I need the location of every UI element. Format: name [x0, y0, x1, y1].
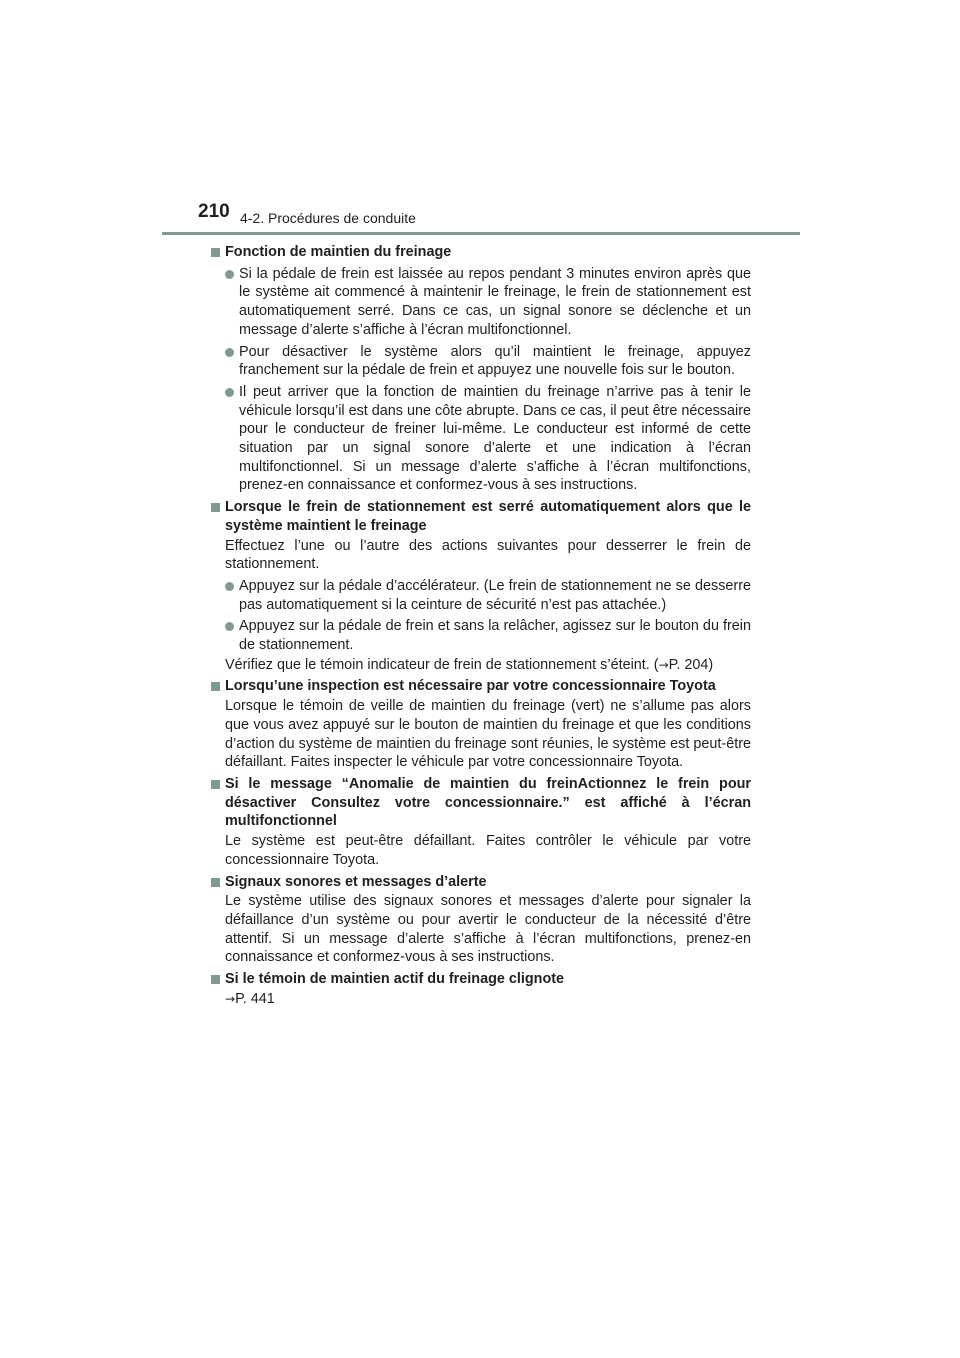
square-bullet-icon [211, 503, 220, 512]
list-item [211, 265, 751, 340]
arrow-right-icon: → [658, 657, 669, 672]
list-item-text: Pour désactiver le système alors qu’il maintient le freinage, appuyez franchement sur la pédale de frein et appuyez une nouvelle fois sur le bouton. [239, 343, 751, 379]
section-title: 4-2. Procédures de conduite [240, 210, 416, 226]
round-bullet-icon [225, 270, 234, 279]
heading-brake-hold-function [211, 243, 751, 262]
round-bullet-icon [225, 388, 234, 397]
square-bullet-icon [211, 878, 220, 887]
heading-text: Si le témoin de maintien actif du freinage clignote [225, 971, 565, 988]
page-reference-link[interactable]: P. 204) [668, 656, 714, 673]
list-item-text: Appuyez sur la pédale de frein et sans la relâcher, agissez sur le bouton du frein de stationnement. [239, 618, 751, 654]
round-bullet-icon [225, 582, 234, 591]
heading-inspection [211, 677, 751, 696]
list-item-text: Il peut arriver que la fonction de maintien du freinage n’arrive pas à tenir le véhicule lorsqu’il est dans une côte abrupte. Dans ce cas, il peut être nécessaire pour le conducteur de freiner lui-même. Le conducteur est informé de cette situation par un signal sonore d’alerte et une indication à l’écran multifonctionnel. Si un message d’alerte s’affiche à l’écran multifonctions, prenez-en connaissance et conformez-vous à ses instructions. [239, 383, 751, 494]
paragraph: Lorsque le témoin de veille de maintien du freinage (vert) ne s’allume pas alors que vous avez appuyé sur le bouton de maintien du freinage et que les conditions d’action du système de maintien du freinage sont réunies, le système est peut-être défaillant. Faites inspecter le véhicule par votre concessionnaire Toyota. [225, 698, 751, 771]
paragraph-verify [211, 656, 751, 675]
list-item [211, 617, 751, 654]
heading-parking-brake-auto [211, 498, 751, 535]
list-item [211, 577, 751, 614]
list-item [211, 383, 751, 495]
page-content [211, 240, 751, 1008]
heading-text: Fonction de maintien du freinage [225, 244, 452, 260]
paragraph: Le système est peut-être défaillant. Faites contrôler le véhicule par votre concessionnaire Toyota. [225, 833, 751, 868]
heading-indicator-blinks [211, 970, 751, 989]
arrow-right-icon: → [225, 991, 236, 1006]
heading-text: Lorsque le frein de stationnement est serré automatiquement alors que le système maintient le freinage [225, 499, 751, 534]
square-bullet-icon [211, 248, 220, 257]
round-bullet-icon [225, 622, 234, 631]
heading-anomaly-message [211, 775, 751, 831]
list-item [211, 343, 751, 380]
heading-text: Lorsqu’une inspection est nécessaire par votre concessionnaire Toyota [225, 678, 716, 695]
heading-text: Si le message “Anomalie de maintien du freinActionnez le frein pour désactiver Consultez votre concessionnaire.” est affiché à l’écran multifonctionnel [225, 775, 751, 830]
square-bullet-icon [211, 975, 220, 984]
paragraph: Le système utilise des signaux sonores et messages d’alerte pour signaler la défaillance d’un système ou pour avertir le conducteur de la nécessité d’être attentif. Si un message d’alerte s’affiche à l’écran multifonctions, prenez-en connaissance et conformez-vous à ses instructions. [225, 893, 751, 966]
paragraph: Effectuez l’une ou l’autre des actions suivantes pour desserrer le frein de stationnement. [225, 537, 751, 573]
square-bullet-icon [211, 780, 220, 789]
header-rule [162, 232, 800, 235]
list-item-text: Si la pédale de frein est laissée au repos pendant 3 minutes environ après que le système ait commencé à maintenir le freinage, le frein de stationnement est automatiquement serré. Dans ce cas, un signal sonore se déclenche et un message d’alerte s’affiche à l’écran multifonctionnel. [239, 265, 751, 338]
round-bullet-icon [225, 348, 234, 357]
list-item-text: Appuyez sur la pédale d’accélérateur. (Le frein de stationnement ne se desserre pas automatiquement si la ceinture de sécurité n’est pas attachée.) [239, 577, 751, 613]
heading-text: Signaux sonores et messages d’alerte [225, 873, 487, 890]
page-reference-link[interactable]: P. 441 [235, 990, 275, 1007]
paragraph-reference [211, 990, 751, 1009]
page-number: 210 [198, 201, 230, 222]
heading-warning-signals [211, 873, 751, 892]
paragraph-text: Vérifiez que le témoin indicateur de frein de stationnement s’éteint. ( [225, 656, 659, 673]
square-bullet-icon [211, 682, 220, 691]
